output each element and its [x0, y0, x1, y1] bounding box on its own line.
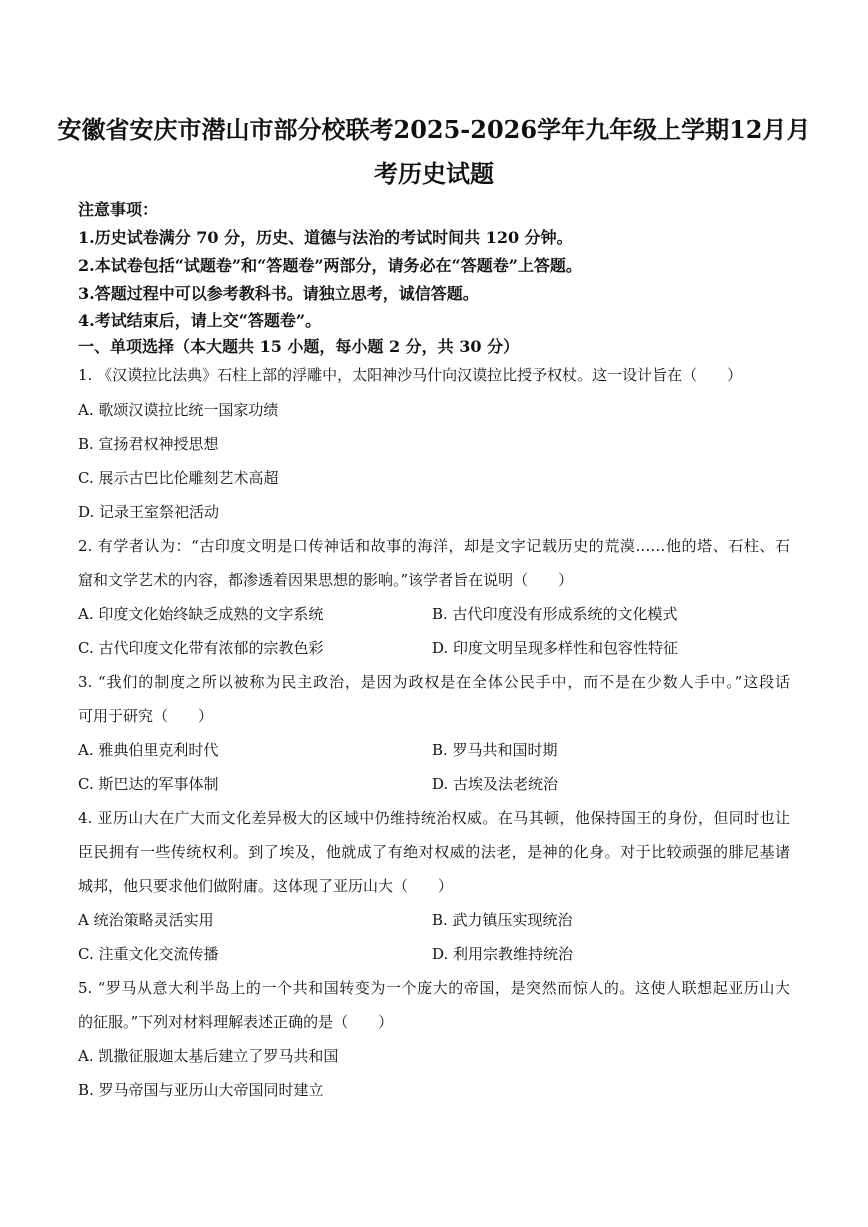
- question-3-stem-line-1: 3. “我们的制度之所以被称为民主政治，是因为政权是在全体公民手中，而不是在少数人手中。”这段话: [78, 673, 790, 691]
- question-5-stem-line-2: 的征服。”下列对材料理解表述正确的是（ ）: [78, 1013, 394, 1031]
- question-2-stem-line-1: 2. 有学者认为：“古印度文明是口传神话和故事的海洋，却是文字记载历史的荒漠……他的塔、石柱、石: [78, 537, 790, 555]
- question-2-option-a: A. 印度文化始终缺乏成熟的文字系统: [78, 605, 324, 623]
- exam-title-line-2: 考历史试题: [374, 159, 494, 188]
- question-3-option-d: D. 古埃及法老统治: [432, 775, 559, 793]
- notice-item-1: 1.历史试卷满分 70 分，历史、道德与法治的考试时间共 120 分钟。: [78, 228, 573, 247]
- question-3-option-a: A. 雅典伯里克利时代: [78, 741, 219, 759]
- question-1-option-d: D. 记录王室祭祀活动: [78, 503, 220, 521]
- question-4-stem-line-2: 臣民拥有一些传统权利。到了埃及，他就成了有绝对权威的法老，是神的化身。对于比较顽强的腓尼基诸: [78, 843, 790, 861]
- question-2-option-d: D. 印度文明呈现多样性和包容性特征: [432, 639, 679, 657]
- question-4-stem-line-3: 城邦，他只要求他们做附庸。这体现了亚历山大（ ）: [78, 877, 454, 895]
- question-4-option-d: D. 利用宗教维持统治: [432, 945, 574, 963]
- question-5-stem-line-1: 5. “罗马从意大利半岛上的一个共和国转变为一个庞大的帝国，是突然而惊人的。这使人联想起亚历山大: [78, 979, 790, 997]
- question-4-option-c: C. 注重文化交流传播: [78, 945, 219, 963]
- question-1-option-c: C. 展示古巴比伦雕刻艺术高超: [78, 469, 279, 487]
- notice-item-3: 3.答题过程中可以参考教科书。请独立思考，诚信答题。: [78, 284, 479, 303]
- question-2-option-c: C. 古代印度文化带有浓郁的宗教色彩: [78, 639, 324, 657]
- section-heading: 一、单项选择（本大题共 15 小题，每小题 2 分，共 30 分）: [78, 337, 520, 356]
- question-4-option-a: A 统治策略灵活实用: [78, 911, 214, 929]
- question-2-option-b: B. 古代印度没有形成系统的文化模式: [432, 605, 678, 623]
- question-3-option-c: C. 斯巴达的军事体制: [78, 775, 219, 793]
- exam-title-line-1: 安徽省安庆市潜山市部分校联考2025-2026学年九年级上学期12月月: [57, 115, 811, 144]
- question-4-stem-line-1: 4. 亚历山大在广大而文化差异极大的区域中仍维持统治权威。在马其顿，他保持国王的身份，但同时也让: [78, 809, 790, 827]
- question-5-option-a: A. 凯撒征服迦太基后建立了罗马共和国: [78, 1047, 339, 1065]
- notice-item-4: 4.考试结束后，请上交“答题卷”。: [78, 311, 322, 330]
- question-3-option-b: B. 罗马共和国时期: [432, 741, 558, 759]
- question-1-option-a: A. 歌颂汉谟拉比统一国家功绩: [78, 401, 279, 419]
- question-3-stem-line-2: 可用于研究（ ）: [78, 707, 214, 725]
- notice-item-2: 2.本试卷包括“试题卷”和“答题卷”两部分，请务必在“答题卷”上答题。: [78, 256, 582, 275]
- question-2-stem-line-2: 窟和文学艺术的内容，都渗透着因果思想的影响。”该学者旨在说明（ ）: [78, 571, 574, 589]
- notice-heading: 注意事项：: [78, 200, 159, 219]
- question-4-option-b: B. 武力镇压实现统治: [432, 911, 573, 929]
- question-1-stem: 1. 《汉谟拉比法典》石柱上部的浮雕中，太阳神沙马什向汉谟拉比授予权杖。这一设计旨在（ ）: [78, 366, 743, 384]
- question-1-option-b: B. 宣扬君权神授思想: [78, 435, 219, 453]
- question-5-option-b: B. 罗马帝国与亚历山大帝国同时建立: [78, 1081, 324, 1099]
